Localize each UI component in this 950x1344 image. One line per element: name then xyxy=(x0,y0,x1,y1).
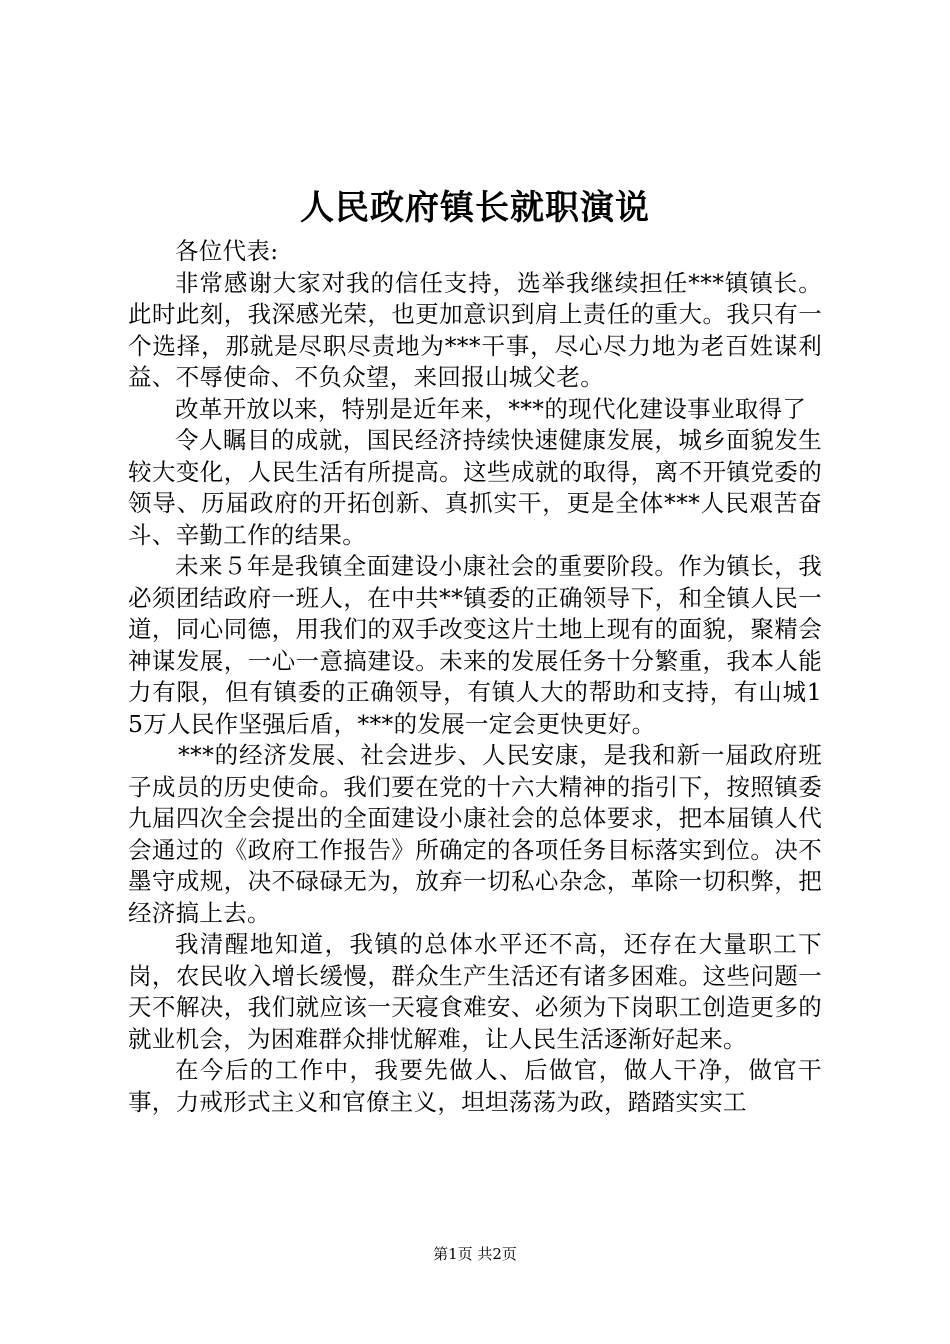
paragraph-challenges: 我清醒地知道，我镇的总体水平还不高，还存在大量职工下岗，农民收入增长缓慢，群众生产生活还有诸多困难。这些问题一天不解决，我们就应该一天寝食难安、必须为下岗职工创造更多的就业机会，为困难群众排忧解难，让人民生活逐渐好起来。 xyxy=(128,930,822,1053)
page-number-footer: 第1页 共2页 xyxy=(433,1245,517,1263)
document-title: 人民政府镇长就职演说 xyxy=(300,188,650,228)
paragraph-mission: ***的经济发展、社会进步、人民安康，是我和新一届政府班子成员的历史使命。我们要在党的十六大精神的指引下，按照镇委九届四次全会提出的全面建设小康社会的总体要求，把本届镇人代会通过的《政府工作报告》所确定的各项任务目标落实到位。决不墨守成规，决不碌碌无为，放弃一切私心杂念，革除一切积弊，把经济搞上去。 xyxy=(128,741,822,927)
paragraph-salutation: 各位代表: xyxy=(175,237,279,265)
paragraph-future-five-years: 未来５年是我镇全面建设小康社会的重要阶段。作为镇长，我必须团结政府一班人，在中共**镇委的正确领导下，和全镇人民一道，同心同德，用我们的双手改变这片土地上现有的面貌，聚精会神谋发展，一心一意搞建设。未来的发展任务十分繁重，我本人能力有限，但有镇委的正确领导，有镇人大的帮助和支持，有山城15万人民作坚强后盾，***的发展一定会更快更好。 xyxy=(128,552,822,738)
paragraph-conduct: 在今后的工作中，我要先做人、后做官，做人干净，做官干事，力戒形式主义和官僚主义，坦坦荡荡为政，踏踏实实工 xyxy=(128,1056,822,1116)
document-body xyxy=(128,236,822,1118)
paragraph-achievements: 令人瞩目的成就，国民经济持续快速健康发展，城乡面貌发生较大变化，人民生活有所提高。这些成就的取得，离不开镇党委的领导、历届政府的开拓创新、真抓实干，更是全体***人民艰苦奋斗、辛勤工作的结果。 xyxy=(128,426,822,549)
paragraph-thanks: 非常感谢大家对我的信任支持，选举我继续担任***镇镇长。此时此刻，我深感光荣，也更加意识到肩上责任的重大。我只有一个选择，那就是尽职尽责地为***干事，尽心尽力地为老百姓谋利益、不辱使命、不负众望，来回报山城父老。 xyxy=(128,268,822,391)
paragraph-reform-intro: 改革开放以来，特别是近年来，***的现代化建设事业取得了 xyxy=(175,394,807,423)
